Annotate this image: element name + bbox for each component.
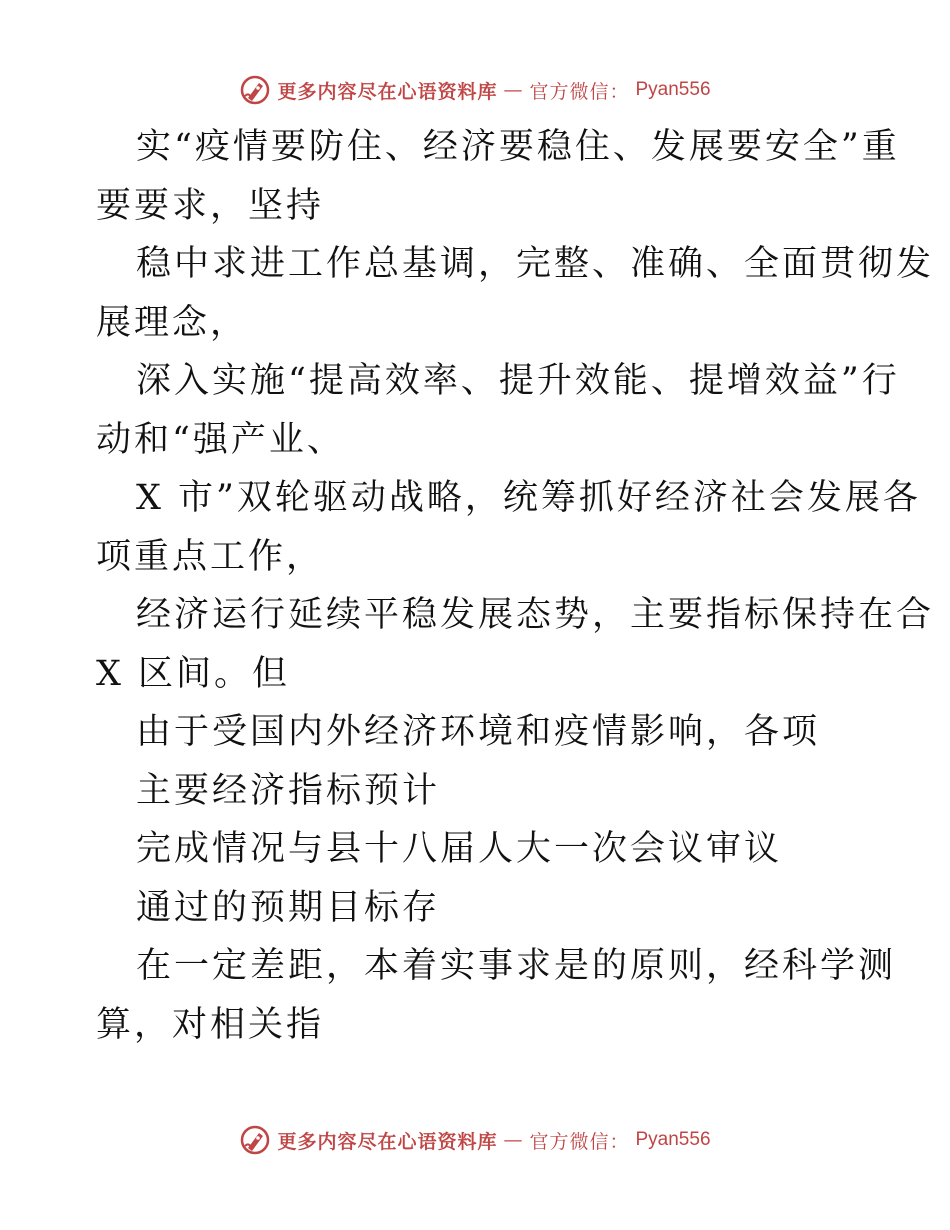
- site-name: 更多内容尽在心语资料库: [277, 80, 498, 103]
- site-name: 更多内容尽在心语资料库: [277, 1130, 498, 1153]
- body-line: 项重点工作，: [96, 536, 325, 577]
- header-banner: [0, 70, 950, 110]
- wechat-label: 官方微信：: [529, 1130, 630, 1153]
- banner-separator: —: [503, 1129, 524, 1151]
- body-line: X 区间。但: [96, 653, 291, 694]
- body-line: 主要经济指标预计: [136, 770, 441, 811]
- body-line: 算，对相关指: [96, 1004, 325, 1045]
- document-body: [96, 118, 935, 1054]
- pen-nib-icon: [239, 74, 271, 106]
- body-line: X 市”双轮驱动战略，统筹抓好经济社会发展各: [136, 478, 921, 518]
- footer-banner: [0, 1120, 950, 1160]
- body-line: 深入实施“提高效率、提升效能、提增效益”行: [136, 361, 900, 401]
- body-line: 动和“强产业、: [96, 419, 345, 460]
- body-line: 由于受国内外经济环境和疫情影响，各项: [136, 712, 821, 752]
- body-line: 实“疫情要防住、经济要稳住、发展要安全”重: [136, 127, 900, 167]
- body-line: 完成情况与县十八届人大一次会议审议: [136, 829, 783, 869]
- banner-separator: —: [503, 79, 524, 101]
- body-line: 要要求，坚持: [96, 185, 325, 226]
- pen-nib-icon: [239, 1124, 271, 1156]
- body-line: 经济运行延续平稳发展态势，主要指标保持在合: [136, 595, 935, 635]
- body-line: 稳中求进工作总基调，完整、准确、全面贯彻发: [136, 244, 935, 284]
- body-line: 在一定差距，本着实事求是的原则，经科学测: [136, 946, 897, 986]
- wechat-label: 官方微信：: [529, 80, 630, 103]
- body-line: 展理念，: [96, 302, 249, 343]
- body-line: 通过的预期目标存: [136, 887, 441, 928]
- wechat-id: Pyan556: [635, 1129, 711, 1150]
- wechat-id: Pyan556: [635, 79, 711, 100]
